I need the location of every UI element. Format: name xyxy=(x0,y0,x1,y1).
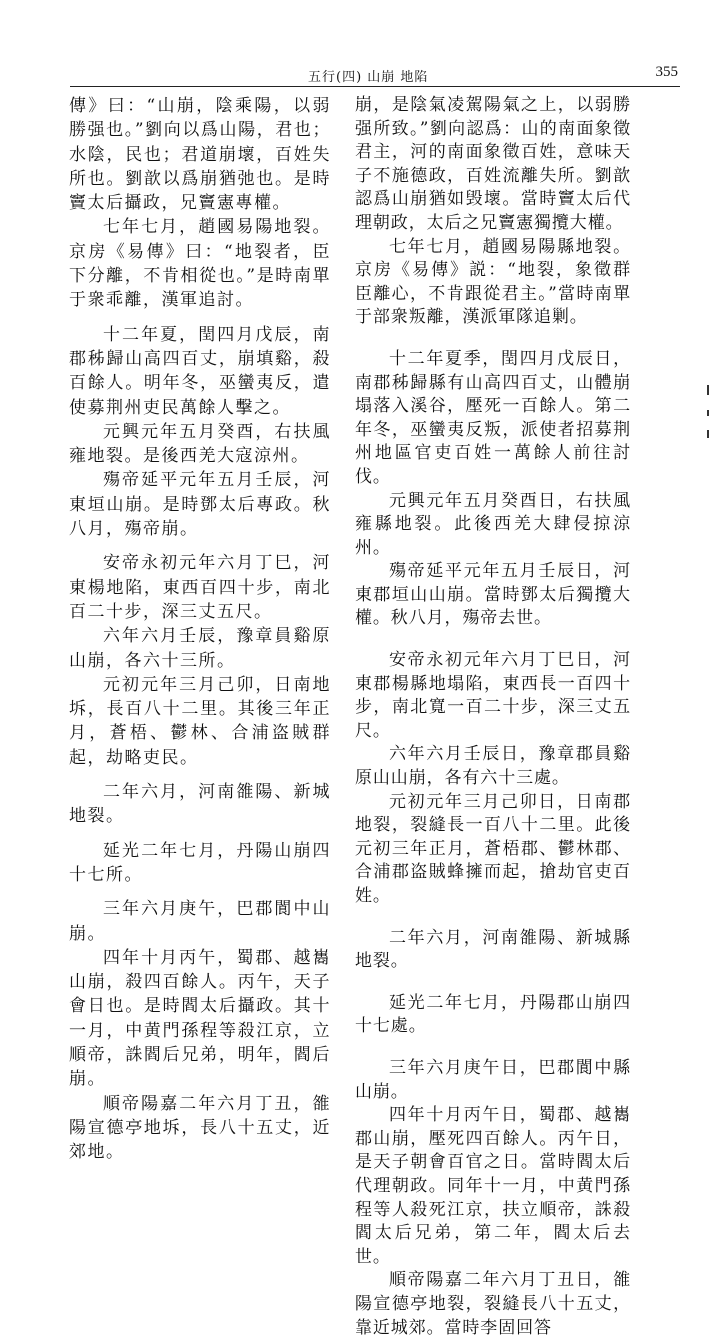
scan-mark xyxy=(707,410,709,416)
page-number: 355 xyxy=(655,64,678,80)
right-paragraph: 安帝永初元年六月丁巳日，河東郡楊縣地塌陷，東西長一百四十步，南北寬一百二十步，深三丈五尺。 xyxy=(355,650,631,741)
left-paragraph: 元初元年三月己卯，日南地坼，長百八十二里。其後三年正月，蒼梧、鬱林、合浦盗賊群起，劫略吏民。 xyxy=(69,674,331,768)
scan-mark xyxy=(707,430,709,438)
left-paragraph: 傳》曰：“山崩，陰乘陽，以弱勝强也。”劉向以爲山陽，君也；水陰，民也；君道崩壞，百姓失所也。劉歆以爲崩猶弛也。是時竇太后攝政，兄竇憲專權。 xyxy=(69,96,331,214)
left-paragraph: 延光二年七月，丹陽山崩四十七所。 xyxy=(69,840,331,885)
scan-mark xyxy=(707,385,709,395)
right-paragraph: 延光二年七月，丹陽郡山崩四十七處。 xyxy=(355,992,631,1037)
right-paragraph: 四年十月丙午日，蜀郡、越巂郡山崩，壓死四百餘人。丙午日，是天子朝會百官之日。當時閻太后代理朝政。同年十一月，中黄門孫程等人殺死江京，扶立順帝，誅殺閻太后兄弟，第二年，閻太后去世。 xyxy=(355,1105,631,1267)
right-paragraph: 元興元年五月癸酉日，右扶風雍縣地裂。此後西羌大肆侵掠涼州。 xyxy=(355,490,631,558)
left-paragraph: 二年六月，河南雒陽、新城地裂。 xyxy=(69,782,331,827)
left-paragraph: 順帝陽嘉二年六月丁丑，雒陽宣德亭地坼，長八十五丈，近郊地。 xyxy=(69,1093,331,1163)
left-paragraph: 安帝永初元年六月丁巳，河東楊地陷，東西百四十步，南北百二十步，深三丈五尺。 xyxy=(69,553,331,622)
left-paragraph: 三年六月庚午，巴郡閬中山崩。 xyxy=(69,899,331,944)
left-paragraph: 七年七月，趙國易陽地裂。京房《易傳》曰：“地裂者，臣下分離，不肯相從也。”是時南單于衆乖離，漢軍追討。 xyxy=(69,217,331,311)
right-paragraph: 三年六月庚午日，巴郡閬中縣山崩。 xyxy=(355,1057,631,1102)
right-paragraph: 崩，是陰氣凌駕陽氣之上，以弱勝强所致。”劉向認爲：山的南面象徵君主，河的南面象徵百姓，意味天子不施德政，百姓流離失所。劉歆認爲山崩猶如毁壞。當時竇太后代理朝政，太后之兄竇憲獨攬大權。 xyxy=(355,95,631,233)
right-paragraph: 十二年夏季，閏四月戊辰日，南郡秭歸縣有山高四百丈，山體崩塌落入溪谷，壓死一百餘人。第二年冬，巫蠻夷反叛，派使者招募荆州地區官吏百姓一萬餘人前往討伐。 xyxy=(355,348,631,487)
right-paragraph: 順帝陽嘉二年六月丁丑日，雒陽宣德亭地裂，裂縫長八十五丈，靠近城郊。當時李固回答 xyxy=(355,1270,631,1338)
right-paragraph: 殤帝延平元年五月壬辰日，河東郡垣山山崩。當時鄧太后獨攬大權。秋八月，殤帝去世。 xyxy=(355,561,631,629)
running-title: 五行(四) 山崩 地陷 xyxy=(308,70,429,85)
classical-text-column xyxy=(69,94,331,1164)
right-paragraph: 六年六月壬辰日，豫章郡員谿原山山崩，各有六十三處。 xyxy=(355,744,631,789)
right-paragraph: 二年六月，河南雒陽、新城縣地裂。 xyxy=(355,927,631,972)
left-paragraph: 元興元年五月癸酉，右扶風雍地裂。是後西羌大寇涼州。 xyxy=(69,421,331,467)
header-rule xyxy=(70,86,680,87)
left-paragraph: 十二年夏，閏四月戊辰，南郡秭歸山高四百丈，崩填谿，殺百餘人。明年冬，巫蠻夷反，遣使募荆州吏民萬餘人擊之。 xyxy=(69,324,331,418)
left-paragraph: 四年十月丙午，蜀郡、越巂山崩，殺四百餘人。丙午，天子會日也。是時閻太后攝政。其十一月，中黄門孫程等殺江京，立順帝，誅閻后兄弟，明年，閻后崩。 xyxy=(69,947,331,1090)
left-paragraph: 六年六月壬辰，豫章員谿原山崩，各六十三所。 xyxy=(69,626,331,671)
left-paragraph: 殤帝延平元年五月壬辰，河東垣山崩。是時鄧太后專政。秋八月，殤帝崩。 xyxy=(69,470,331,540)
running-header xyxy=(70,66,680,90)
translation-column xyxy=(355,94,631,1340)
right-paragraph: 元初元年三月己卯日，日南郡地裂，裂縫長一百八十二里。此後元初三年正月，蒼梧郡、鬱林郡、合浦郡盗賊蜂擁而起，搶劫官吏百姓。 xyxy=(355,791,631,906)
right-paragraph: 七年七月，趙國易陽縣地裂。京房《易傳》説：“地裂，象徵群臣離心，不肯跟從君主。”當時南單于部衆叛離，漢派軍隊追剿。 xyxy=(355,236,631,328)
